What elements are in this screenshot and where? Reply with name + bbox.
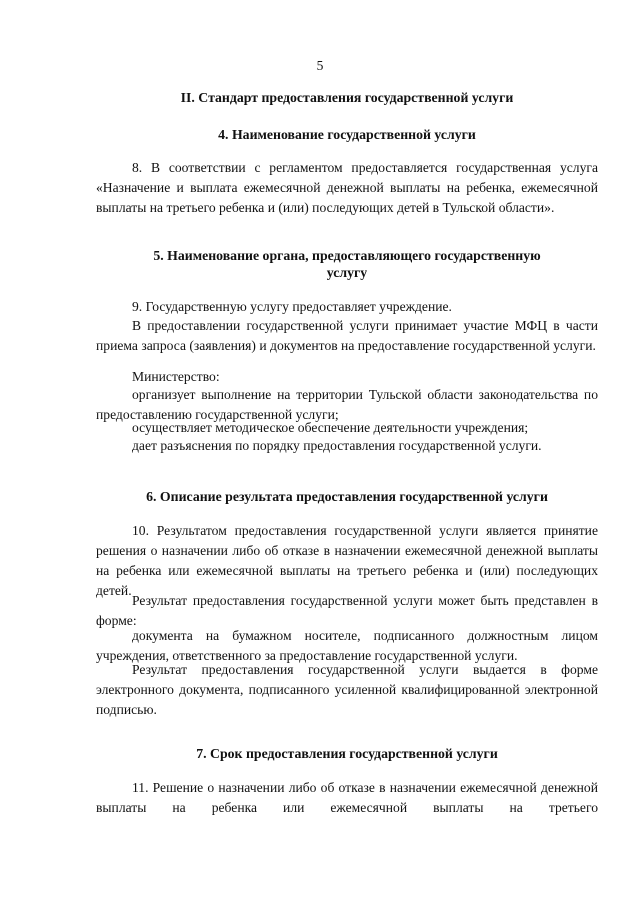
- paragraph-9: 9. Государственную услугу предоставляет учреждение.: [132, 299, 452, 314]
- section-title: II. Стандарт предоставления государственной услуги: [180, 90, 514, 105]
- paragraph-10: 10. Результатом предоставления государственной услуги является принятие решения о назначении либо об отказе в назначении ежемесячной денежной выплаты на ребенка или ежемесячной выплаты на третьего ребенка и (или) последующих детей.: [96, 523, 598, 598]
- paragraph-paper-document: документа на бумажном носителе, подписанного должностным лицом учреждения, ответственного за предоставление государственной услуги.: [96, 628, 598, 663]
- paragraph-clarifies: дает разъяснения по порядку предоставления государственной услуги.: [132, 438, 542, 453]
- page-number: 5: [316, 58, 324, 73]
- paragraph-mfc: В предоставлении государственной услуги принимает участие МФЦ в части приема запроса (заявления) и документов на предоставление государственной услуги.: [96, 318, 598, 353]
- subsection-5-title-line1: 5. Наименование органа, предоставляющего государственную: [153, 248, 541, 263]
- paragraph-organizes: организует выполнение на территории Тульской области законодательства по предоставлению государственной услуги;: [96, 387, 598, 422]
- paragraph-11: 11. Решение о назначении либо об отказе в назначении ежемесячной денежной выплаты на ребенка или ежемесячной выплаты на третьего: [96, 780, 598, 815]
- paragraph-ministry: Министерство:: [132, 369, 220, 384]
- subsection-7-title: 7. Срок предоставления государственной услуги: [196, 746, 498, 761]
- subsection-4-title: 4. Наименование государственной услуги: [218, 127, 476, 142]
- paragraph-8: 8. В соответствии с регламентом предоставляется государственная услуга «Назначение и выплата ежемесячной денежной выплаты на ребенка, ежемесячной выплаты на третьего ребенка и (или) последующих детей в Тульской области».: [96, 160, 598, 215]
- subsection-6-title: 6. Описание результата предоставления государственной услуги: [146, 489, 548, 504]
- paragraph-methodical: осуществляет методическое обеспечение деятельности учреждения;: [132, 420, 529, 435]
- subsection-5-title-line2: услугу: [326, 265, 368, 280]
- paragraph-result-form: Результат предоставления государственной услуги может быть представлен в форме:: [96, 593, 598, 628]
- paragraph-electronic-document: Результат предоставления государственной услуги выдается в форме электронного документа, подписанного усиленной квалифицированной электронной подписью.: [96, 662, 598, 717]
